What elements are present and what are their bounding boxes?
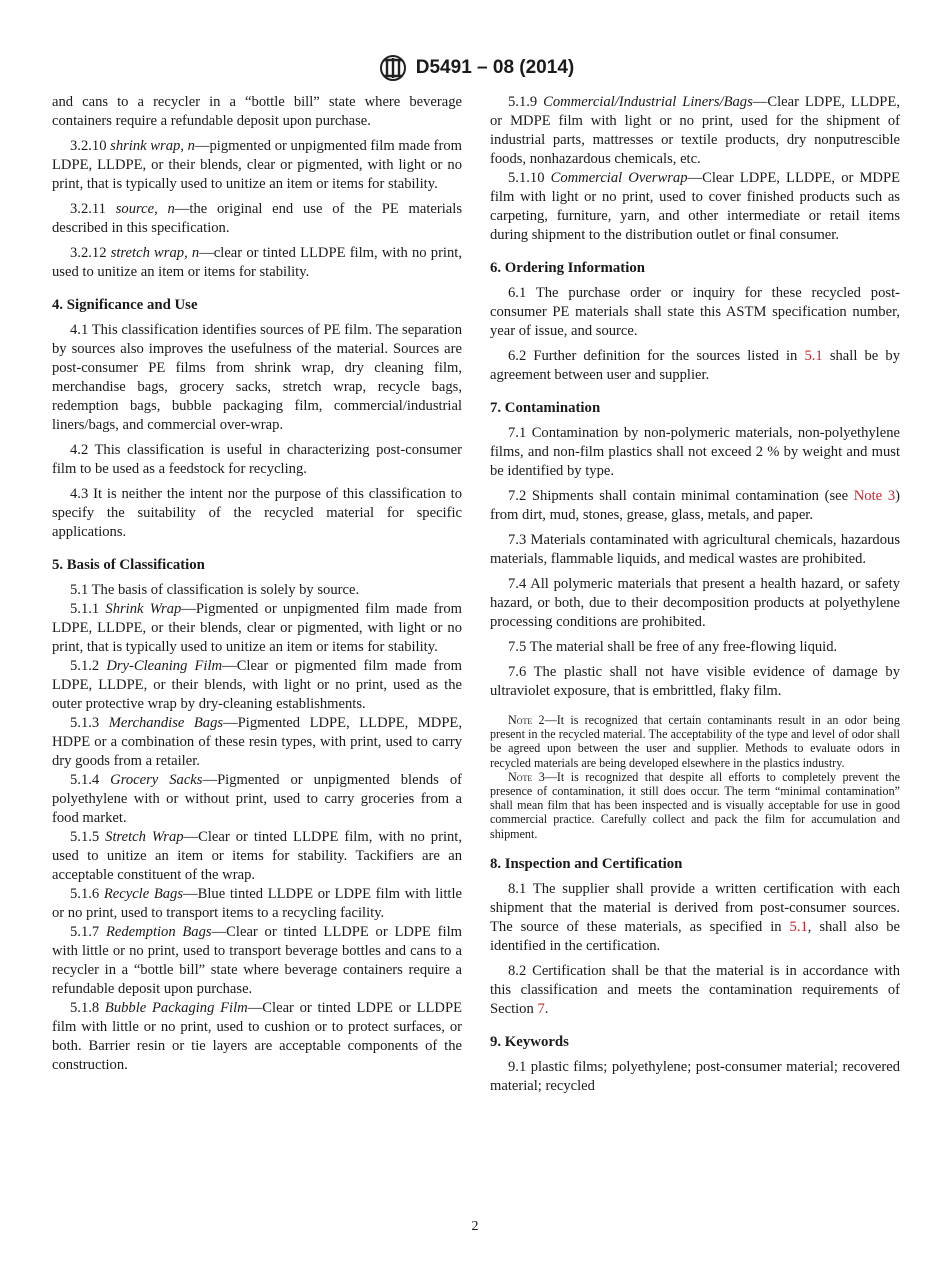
- text-run: —Pigmented LDPE, LLDPE, MDPE, HDPE or a combination of these resin types, with print, used to carry dry goods from a retailer.: [52, 715, 462, 769]
- term: shrink wrap, n: [110, 138, 195, 154]
- right-column: [490, 93, 900, 1096]
- text-run: —Clear or tinted LLDPE film, with no print, used to unitize an item or items for stability. Tackifiers are an acceptable constituent of the wrap.: [52, 829, 462, 883]
- text-run: 3.2.10: [70, 138, 111, 154]
- paragraph: [490, 638, 900, 657]
- paragraph: [52, 771, 462, 828]
- text-run: 7.2 Shipments shall contain minimal contamination (see: [508, 488, 854, 504]
- text-run: 3.2.11: [70, 201, 116, 217]
- text-run: 9. Keywords: [490, 1033, 569, 1050]
- paragraph: [52, 999, 462, 1075]
- paragraph: [490, 962, 900, 1019]
- text-run: —Pigmented or unpigmented film made from LDPE, LLDPE, or their blends, clear or pigmented, with light or no print, that is typically used to unitize an item or items for stability.: [52, 601, 462, 655]
- text-run: 5.1.4: [70, 772, 111, 788]
- text-run: 4.2 This classification is useful in characterizing post-consumer film to be used as a feedstock for recycling.: [52, 442, 462, 477]
- section-heading: [490, 259, 900, 278]
- text-run: 7.5 The material shall be free of any free-flowing liquid.: [508, 639, 838, 655]
- text-run: , shall also be identified in the certification.: [490, 918, 900, 954]
- term: Commercial/Industrial Liners/Bags: [543, 94, 753, 110]
- term: Grocery Sacks: [110, 772, 203, 788]
- text-run: —Clear LDPE, LLDPE, or MDPE film with light or no print, used for the shipment of industrial parts, mattresses or textile products, dry nonputrescible foods, nonhazardous chemicals, etc.: [490, 94, 900, 167]
- text-run: 4. Significance and Use: [52, 297, 198, 313]
- text-run: 9.1 plastic films; polyethylene; post-consumer material; recovered material; recycled: [490, 1058, 900, 1094]
- text-run: —the original end use of the PE materials described in this specification.: [52, 201, 462, 236]
- cross-reference-link[interactable]: 5.1: [789, 918, 808, 935]
- section-heading: [52, 296, 462, 315]
- paragraph: [490, 169, 900, 245]
- text-run: 3.2.12: [70, 245, 111, 261]
- text-run: 5. Basis of Classification: [52, 557, 205, 573]
- text-run: shall be by agreement between user and supplier.: [490, 348, 900, 383]
- paragraph: [52, 581, 462, 600]
- text-run: 5.1.8: [70, 1000, 105, 1016]
- text-run: —clear or tinted LLDPE film, with no print, used to unitize an item or items for stability.: [52, 245, 462, 280]
- text-run: 6.1 The purchase order or inquiry for these recycled post-consumer PE materials shall state this ASTM specification number, year of issue, and source.: [490, 285, 900, 339]
- section-heading: [52, 556, 462, 575]
- text-run: 5.1.7: [70, 924, 106, 940]
- note-label: Note: [508, 713, 533, 727]
- paragraph: [52, 244, 462, 282]
- text-run: —Clear LDPE, LLDPE, or MDPE film with light or no print, used to cover finished products such as carpeting, furniture, yarn, and other intermediate or retail items during shipment to the distribution outlet or final consumer.: [490, 170, 900, 243]
- paragraph: [52, 441, 462, 479]
- text-run: 5.1.9: [508, 94, 544, 110]
- paragraph: [52, 885, 462, 923]
- text-run: —pigmented or unpigmented film made from LDPE, LLDPE, or their blends, clear or pigmented, with light or no print, that is typically used to unitize an item or items for stability.: [52, 138, 462, 192]
- text-run: 7.6 The plastic shall not have visible evidence of damage by ultraviolet exposure, that is embrittled, flaky film.: [490, 664, 900, 699]
- text-run: 4.1 This classification identifies sources of PE film. The separation by sources also improves the usefulness of the material. Sources are post-consumer PE films from shrink wrap, dry cleaning film, merchandise bags, grocery sacks, stretch wrap, recycle bags, redemption bags, bubble packaging film, commercial/industrial liners/bags, and commercial over-wrap.: [52, 322, 462, 433]
- text-run: —Clear or tinted LDPE or LLDPE film with little or no print, used to cushion or to protect surfaces, or both. Barrier resin or tie layers are acceptable components of the construction.: [52, 1000, 462, 1073]
- term: stretch wrap, n: [110, 245, 200, 261]
- text-run: —Clear or pigmented film made from LDPE, LLDPE, or their blends, with light or no print, used as the outer protective wrap by dry-cleaning establishments.: [52, 658, 462, 712]
- cross-reference-link[interactable]: Note 3: [853, 488, 896, 504]
- note-label: Note: [508, 769, 533, 784]
- text-run: 4.3 It is neither the intent nor the purpose of this classification to specify the suitability of the recycled material for specific applications.: [52, 486, 462, 540]
- section-heading: [490, 855, 900, 874]
- paragraph: [490, 424, 900, 481]
- text-run: and cans to a recycler in a “bottle bill” state where beverage containers require a refundable deposit upon purchase.: [52, 94, 462, 129]
- paragraph: [490, 575, 900, 632]
- note-paragraph: [490, 713, 900, 770]
- text-run: 5.1.1: [70, 601, 106, 617]
- paragraph: [52, 93, 462, 131]
- paragraph: [52, 200, 462, 238]
- text-run: ) from dirt, mud, stones, grease, glass, metals, and paper.: [490, 488, 900, 523]
- text-run: 5.1.2: [70, 658, 107, 674]
- section-heading: [490, 399, 900, 418]
- text-run: 6. Ordering Information: [490, 260, 645, 276]
- cross-reference-link[interactable]: 5.1: [804, 348, 823, 364]
- paragraph: [52, 137, 462, 194]
- text-run: 5.1.6: [70, 886, 104, 902]
- paragraph: [490, 487, 900, 525]
- text-run: 7.3 Materials contaminated with agricultural chemicals, hazardous materials, flammable liquids, and medical wastes are prohibited.: [490, 532, 900, 567]
- text-run: 5.1.10: [508, 170, 551, 186]
- section-heading: [490, 1033, 900, 1052]
- term: Stretch Wrap: [105, 829, 184, 845]
- text-run: —Clear or tinted LLDPE or LDPE film with little or no print, used to transport beverage bottles and cans to a recycler in a “bottle bill” state where beverage containers require a refundable deposit upon purchase.: [52, 924, 462, 997]
- paragraph: [52, 923, 462, 999]
- paragraph: [490, 531, 900, 569]
- paragraph: [490, 880, 900, 956]
- text-run: 8.2 Certification shall be that the material is in accordance with this classification and meets the contamination requirements of Section: [490, 962, 900, 1017]
- term: Redemption Bags: [105, 924, 212, 940]
- term: Recycle Bags: [103, 886, 184, 902]
- text-run: 8. Inspection and Certification: [490, 855, 683, 872]
- document-designation: D5491 – 08 (2014): [415, 57, 575, 78]
- paragraph: [52, 657, 462, 714]
- text-run: 5.1.3: [70, 715, 109, 731]
- page-number: 2: [471, 1219, 479, 1234]
- paragraph: [490, 663, 900, 701]
- paragraph: [490, 347, 900, 385]
- paragraph: [490, 93, 900, 169]
- text-run: .: [544, 1000, 549, 1017]
- text-run: 2—It is recognized that certain contaminants result in an odor being present in the recycled material. The acceptability of the type and level of odor shall be agreed upon between the user and supplier. Methods to evaluate odors in recycled materials are being developed elsewhere in the plastics industry.: [490, 713, 900, 770]
- text-run: 5.1.5: [70, 829, 106, 845]
- note-paragraph: [490, 770, 900, 841]
- cross-reference-link[interactable]: 7: [537, 1000, 545, 1017]
- text-run: —Pigmented or unpigmented blends of polyethylene with or without print, used to carry groceries from a food market.: [52, 772, 462, 826]
- text-run: 8.1 The supplier shall provide a written certification with each shipment that the material is derived from post-consumer sources. The source of these materials, as specified in: [490, 880, 900, 935]
- term: Shrink Wrap: [105, 601, 182, 617]
- text-run: 3—It is recognized that despite all efforts to completely prevent the presence of contamination, it still does occur. The term “minimal contamination” shall mean film that has been inspected and is visually acceptable for use in good commercial practice. Carefully collect and pack the film for accumulation and shipment.: [490, 769, 900, 841]
- term: Merchandise Bags: [108, 715, 224, 731]
- text-run: 5.1 The basis of classification is solely by source.: [70, 582, 360, 598]
- paragraph: [52, 600, 462, 657]
- page-header: [0, 54, 950, 82]
- astm-logo-icon: [376, 54, 410, 82]
- paragraph: [52, 321, 462, 435]
- left-column: [52, 93, 462, 1075]
- text-run: 7.4 All polymeric materials that present a health hazard, or safety hazard, or both, due to their decomposition products at polyethylene processing conditions are prohibited.: [490, 576, 900, 630]
- paragraph: [52, 714, 462, 771]
- term: Dry-Cleaning Film: [106, 658, 223, 674]
- term: Commercial Overwrap: [550, 170, 688, 186]
- paragraph: [490, 284, 900, 341]
- text-run: —Blue tinted LLDPE or LDPE film with little or no print, used to transport items to a recycling facility.: [52, 886, 462, 921]
- text-run: 6.2 Further definition for the sources listed in: [508, 348, 805, 364]
- text-run: 7. Contamination: [490, 400, 601, 416]
- paragraph: [52, 485, 462, 542]
- text-run: 7.1 Contamination by non-polymeric materials, non-polyethylene films, and non-film plastics shall not exceed 2 % by weight and must be identified by type.: [490, 425, 900, 479]
- term: source, n: [115, 201, 175, 217]
- paragraph: [52, 828, 462, 885]
- paragraph: [490, 1058, 900, 1096]
- term: Bubble Packaging Film: [104, 1000, 248, 1016]
